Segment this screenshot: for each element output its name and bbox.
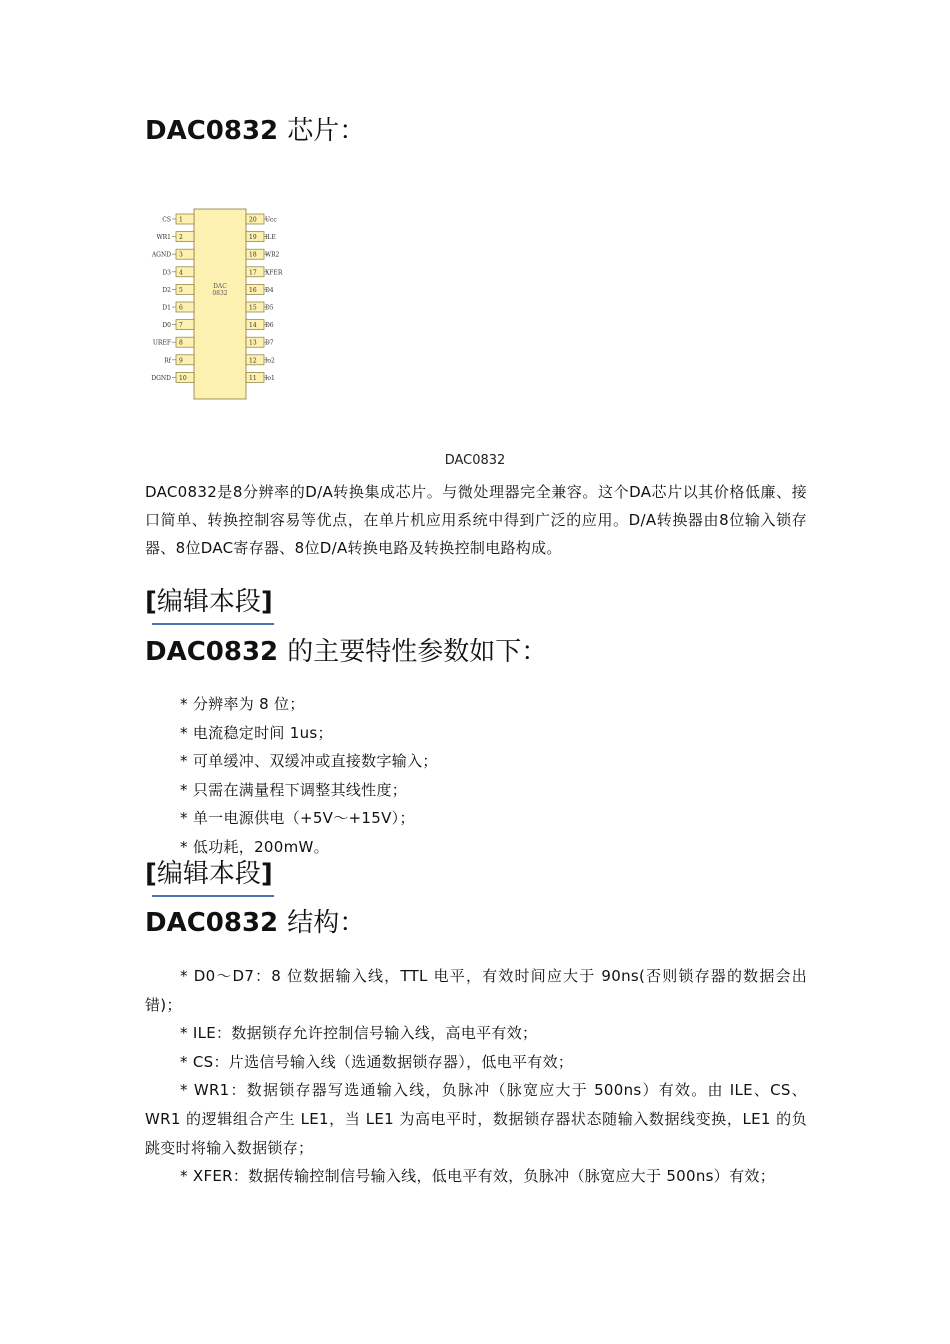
pin-label: UREF: [152, 339, 171, 347]
section-title-params: [145, 636, 547, 668]
pin-number: 1: [179, 216, 183, 224]
pin-number: 20: [249, 216, 257, 224]
pin-number: 11: [249, 374, 257, 382]
pin-label: D3: [162, 269, 171, 277]
pin-number: 14: [249, 322, 257, 330]
pin-number: 15: [249, 304, 257, 312]
left-pin-group: [151, 214, 194, 382]
pin-label: WR2: [265, 251, 280, 259]
pin-number: 3: [179, 251, 183, 259]
pin-number: 10: [179, 374, 187, 382]
pin-number: 9: [179, 357, 183, 365]
pin-label: D2: [162, 286, 171, 294]
list-item: * ILE：数据锁存允许控制信号输入线，高电平有效；: [180, 1024, 538, 1043]
edit-section-label[interactable]: 编辑本段: [156, 587, 261, 617]
list-item: * 低功耗，200mW。: [180, 837, 329, 856]
edit-section-link[interactable]: [145, 858, 273, 890]
section-title-cn: 结构：: [287, 908, 366, 938]
pin-number: 12: [249, 357, 257, 365]
bracket-open: [: [145, 587, 157, 617]
pin-label: DGND: [151, 374, 171, 382]
pin-number: 2: [179, 234, 183, 242]
pin-label: D0: [162, 322, 171, 330]
list-item: * XFER：数据传输控制信号输入线，低电平有效，负脉冲（脉宽应大于 500ns）有效；: [180, 1167, 775, 1186]
pin-label: Io1: [265, 374, 275, 382]
list-item: * CS：片选信号输入线（选通数据锁存器），低电平有效；: [180, 1052, 574, 1071]
pin-label: D6: [265, 322, 274, 330]
bracket-open: [: [145, 859, 157, 889]
list-item: * WR1：数据锁存器写选通输入线，负脉冲（脉宽应大于 500ns）有效。由 ILE、CS、WR1 的逻辑组合产生 LE1，当 LE1 为高电平时，数据锁存器状态随输入数据线变换，LE1 的负跳变时将输入数据锁存；: [145, 1081, 807, 1157]
pin-label: AGND: [151, 251, 171, 259]
list-item: * 电流稳定时间 1us；: [180, 723, 333, 742]
pin-label: Ucc: [265, 216, 277, 224]
edit-link-underline: [152, 623, 274, 625]
right-pin-group: [246, 214, 283, 382]
chip-body: [194, 209, 246, 399]
bracket-close: ]: [260, 859, 273, 889]
pin-number: 16: [249, 286, 257, 294]
pin-label: D4: [265, 286, 274, 294]
pin-number: 18: [249, 251, 257, 259]
pin-number: 6: [179, 304, 183, 312]
pin-label: XFER: [265, 269, 283, 277]
list-item: * 只需在满量程下调整其线性度；: [180, 780, 408, 799]
list-item: * 分辨率为 8 位；: [180, 695, 305, 713]
section-title-latin: DAC0832: [145, 116, 279, 146]
figure-caption: DAC0832: [444, 453, 506, 468]
pin-number: 4: [179, 269, 183, 277]
section-title-structure: [145, 907, 365, 939]
chip-name-line2: 0832: [212, 290, 228, 297]
section-title-latin: DAC0832: [145, 908, 279, 938]
bracket-close: ]: [260, 587, 273, 617]
chip-name-line1: DAC: [213, 283, 227, 290]
section-title-chip: [145, 115, 365, 147]
section-title-cn: 芯片：: [287, 116, 366, 146]
structure-list: [145, 962, 807, 1191]
pin-label: D5: [265, 304, 274, 312]
section-title-cn: 的主要特性参数如下：: [287, 637, 548, 667]
pin-number: 17: [249, 269, 257, 277]
pin-label: Io2: [265, 357, 275, 365]
section-title-latin: DAC0832: [145, 637, 279, 667]
chip-diagram: [148, 206, 298, 402]
pin-number: 8: [179, 339, 183, 347]
pin-label: D1: [162, 304, 171, 312]
edit-link-underline: [152, 895, 274, 897]
pin-number: 13: [249, 339, 257, 347]
pin-number: 5: [179, 286, 183, 294]
list-item: * 可单缓冲、双缓冲或直接数字输入；: [180, 752, 438, 770]
pin-label: WR1: [156, 234, 171, 242]
pin-label: ILE: [265, 234, 276, 242]
edit-section-link[interactable]: [145, 586, 273, 618]
list-item: * 单一电源供电（+5V～+15V）；: [180, 809, 415, 827]
edit-section-label[interactable]: 编辑本段: [156, 859, 261, 889]
chip-pinout-figure: [148, 206, 298, 402]
pin-label: CS: [162, 216, 171, 224]
pin-label: Rf: [164, 357, 171, 365]
intro-paragraph: DAC0832是8分辨率的D/A转换集成芯片。与微处理器完全兼容。这个DA芯片以其价格低廉、接口简单、转换控制容易等优点，在单片机应用系统中得到广泛的应用。D/A转换器由8位输入锁存器、8位DAC寄存器、8位D/A转换电路及转换控制电路构成。: [145, 483, 807, 557]
list-item: * D0～D7：8 位数据输入线，TTL 电平，有效时间应大于 90ns(否则锁存器的数据会出错)；: [145, 967, 807, 1014]
pin-number: 19: [249, 234, 257, 242]
pin-label: D7: [265, 339, 274, 347]
pin-number: 7: [179, 322, 183, 330]
param-list: [180, 690, 438, 861]
